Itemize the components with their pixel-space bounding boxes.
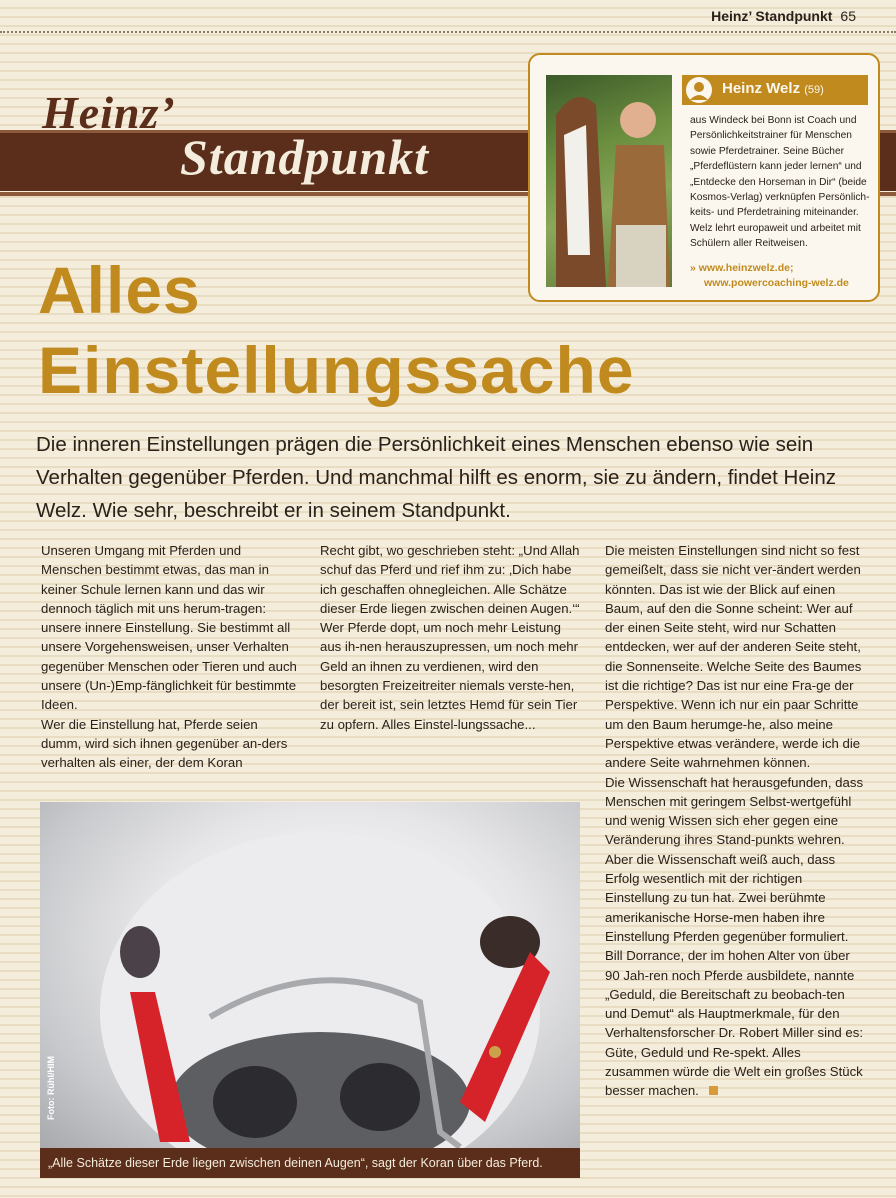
page-number: 65 bbox=[840, 8, 856, 24]
horse-head-illustration bbox=[40, 802, 580, 1148]
author-name-text: Heinz Welz bbox=[722, 80, 801, 97]
paragraph: Unseren Umgang mit Pferden und Menschen bestimmt etwas, das man in keiner Schule lernen kann und das wir dennoch täglich mit uns herum-tragen: unsere innere Einstellung. Sie bestimmt all unsere Vorgehensweisen, unser Verhalten gegenüber Menschen oder Tieren und auch unsere (Un-)Emp-fänglichkeit für bestimmte Ideen. bbox=[41, 543, 297, 713]
article-lead: Die inneren Einstellungen prägen die Persönlichkeit eines Menschen ebenso wie sein Verhalten gegenüber Pferden. Und manchmal hilft es enorm, sie zu ändern, findet Heinz Welz. Wie sehr, beschreibt er in seinem Standpunkt. bbox=[36, 433, 836, 522]
paragraph: Wer die Einstellung hat, Pferde seien dumm, wird sich ihnen gegenüber an-ders verhalten als einer, der dem Koran bbox=[41, 716, 288, 771]
paragraph bbox=[605, 773, 867, 1101]
person-icon bbox=[686, 77, 712, 103]
author-portrait bbox=[546, 75, 672, 287]
end-mark-icon bbox=[709, 1086, 718, 1095]
website-link-2[interactable]: www.powercoaching-welz.de bbox=[704, 277, 849, 289]
author-infobox bbox=[528, 53, 880, 302]
photo-caption: „Alle Schätze dieser Erde liegen zwischen deinen Augen“, sagt der Koran über das Pferd. bbox=[40, 1148, 580, 1178]
running-head-section: Heinz’ Standpunkt bbox=[711, 8, 833, 24]
paragraph: Recht gibt, wo geschrieben steht: „Und Allah schuf das Pferd und rief ihm zu: ‚Dich habe ich geschaffen ohnegleichen. Alle Schätze dieser Erde liegen zwischen deinen Augen.‘“ Wer Pferde dopt, um noch mehr Leistung aus ih-nen herauszupressen, um noch mehr Geld an ihnen zu verdienen, wird den besorgten Freizeitreiter niemals verste-hen, der bereit ist, sein letztes Hemd für sein Tier zu opfern. Alles Einstel-lungssache... bbox=[320, 543, 580, 732]
section-kicker-line2: Standpunkt bbox=[180, 129, 430, 185]
text-column-3 bbox=[605, 541, 867, 1101]
photo-credit: Foto: Rühl/HIM bbox=[46, 1056, 56, 1120]
text-column-1 bbox=[41, 541, 299, 773]
author-bio: aus Windeck bei Bonn ist Coach und Persönlichkeitstrainer für Menschen sowie Pferdetrainer. Seine Bücher „Pferdeflüstern kann jeder lernen“ und „Entdecke den Horseman in Dir“ (beide Kosmos-Verlag) verknüpfen Persönlich-keits- und Pferdetraining miteinander. Welz lehrt europaweit und arbeitet mit Schülern aller Reitweisen. bbox=[690, 115, 870, 250]
headline-line1: Alles bbox=[38, 253, 201, 327]
author-age: (59) bbox=[804, 84, 824, 96]
running-head bbox=[711, 8, 856, 24]
paragraph-text: Die Wissenschaft hat herausgefunden, dass Menschen mit geringem Selbst-wertgefühl und wenig Wissen sich eher gegen eine Veränderung ihres Stand-punkts wehren. Aber die Wissenschaft weiß auch, dass Erfolg wesentlich mit der richtigen Einstellung zu tun hat. Zwei berühmte amerikanische Horse-men haben ihre Einstellung Pferden gegenüber formuliert. Bill Dorrance, der im hohen Alter von über 90 Jah-ren noch Pferde ausbildete, nannte „Geduld, die Bereitschaft zu beobach-ten und Demut“ als Hauptmerkmale, für den Verhaltensforscher Dr. Robert Miller sind es: Güte, Geduld und Re-spekt. Alles zusammen würde die Welt ein großes Stück besser machen. bbox=[605, 774, 864, 1099]
author-name-bar bbox=[682, 75, 868, 105]
horse-photo bbox=[40, 802, 580, 1148]
paragraph: Die meisten Einstellungen sind nicht so fest gemeißelt, dass sie nicht ver-ändert werden könnten. Das ist wie der Blick auf einen Baum, auf den die Sonne scheint: Wer auf der einen Seite steht, wird nur Schatten entdecken, wer auf der anderen Seite steht, die Sonnenseite. Welche Seite des Baumes ist die richtige? Das ist nur eine Fra-ge der Perspektive. Wenn ich nur ein paar Schritte um den Baum herumge-he, also meine Perspektive etwas verändere, werde ich die andere Seite wahrnehmen können. bbox=[605, 543, 862, 771]
website-link-1[interactable]: » www.heinzwelz.de; bbox=[690, 262, 794, 274]
author-with-horse-illustration bbox=[546, 75, 672, 287]
author-name bbox=[722, 80, 824, 97]
author-links bbox=[690, 261, 849, 291]
headline-line2: Einstellungssache bbox=[38, 333, 635, 407]
header-dotted-rule bbox=[0, 31, 896, 33]
section-kicker-line1: Heinz’ bbox=[42, 87, 176, 138]
text-column-2 bbox=[320, 541, 582, 734]
